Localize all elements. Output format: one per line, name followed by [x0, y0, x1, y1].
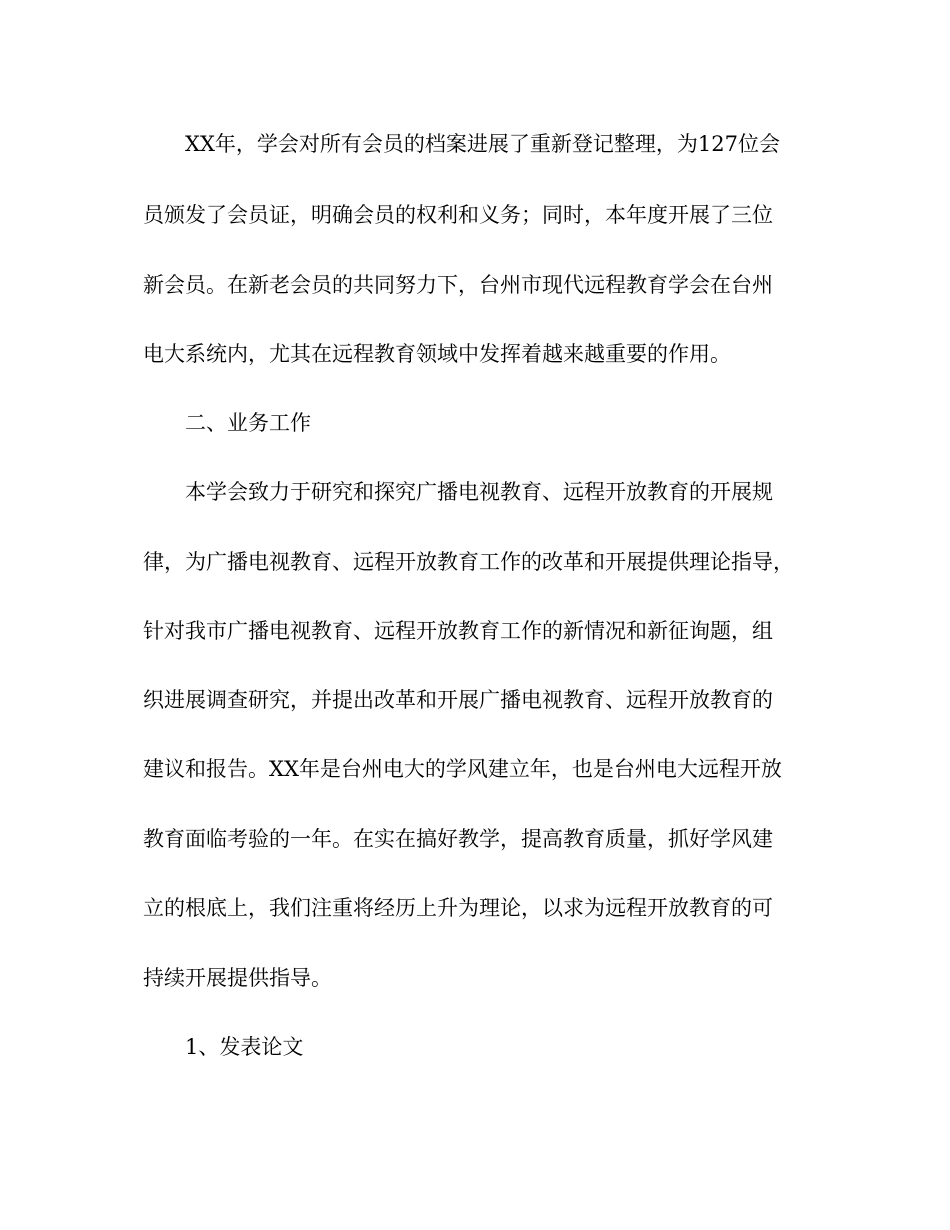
paragraph-1-line-3: 新会员。在新老会员的共同努力下，台州市现代远程教育学会在台州: [143, 273, 773, 297]
paragraph-2-line-6: 教育面临考验的一年。在实在搞好教学，提高教育质量，抓好学风建: [143, 827, 773, 851]
paragraph-1-line-4: 电大系统内，尤其在远程教育领域中发挥着越来越重要的作用。: [143, 342, 731, 366]
paragraph-2-line-5: 建议和报告。XX年是台州电大的学风建立年，也是台州电大远程开放: [143, 757, 782, 781]
paragraph-2-line-7: 立的根底上，我们注重将经历上升为理论，以求为远程开放教育的可: [143, 896, 773, 920]
paragraph-2-line-1: 本学会致力于研究和探究广播电视教育、远程开放教育的开展规: [185, 480, 773, 504]
paragraph-1-line-2: 员颁发了会员证，明确会员的权利和义务；同时，本年度开展了三位: [143, 203, 773, 227]
paragraph-2-line-2: 律，为广播电视教育、远程开放教育工作的改革和开展提供理论指导，: [143, 550, 794, 574]
paragraph-2-line-8: 持续开展提供指导。: [143, 966, 332, 990]
paragraph-2-line-3: 针对我市广播电视教育、远程开放教育工作的新情况和新征询题，组: [143, 619, 773, 643]
subheading-published-papers: 1、发表论文: [185, 1035, 304, 1059]
section-heading-business-work: 二、业务工作: [185, 411, 311, 435]
paragraph-2-line-4: 织进展调查研究，并提出改革和开展广播电视教育、远程开放教育的: [143, 688, 773, 712]
paragraph-1-line-1: XX年，学会对所有会员的档案进展了重新登记整理，为127位会: [185, 132, 780, 156]
